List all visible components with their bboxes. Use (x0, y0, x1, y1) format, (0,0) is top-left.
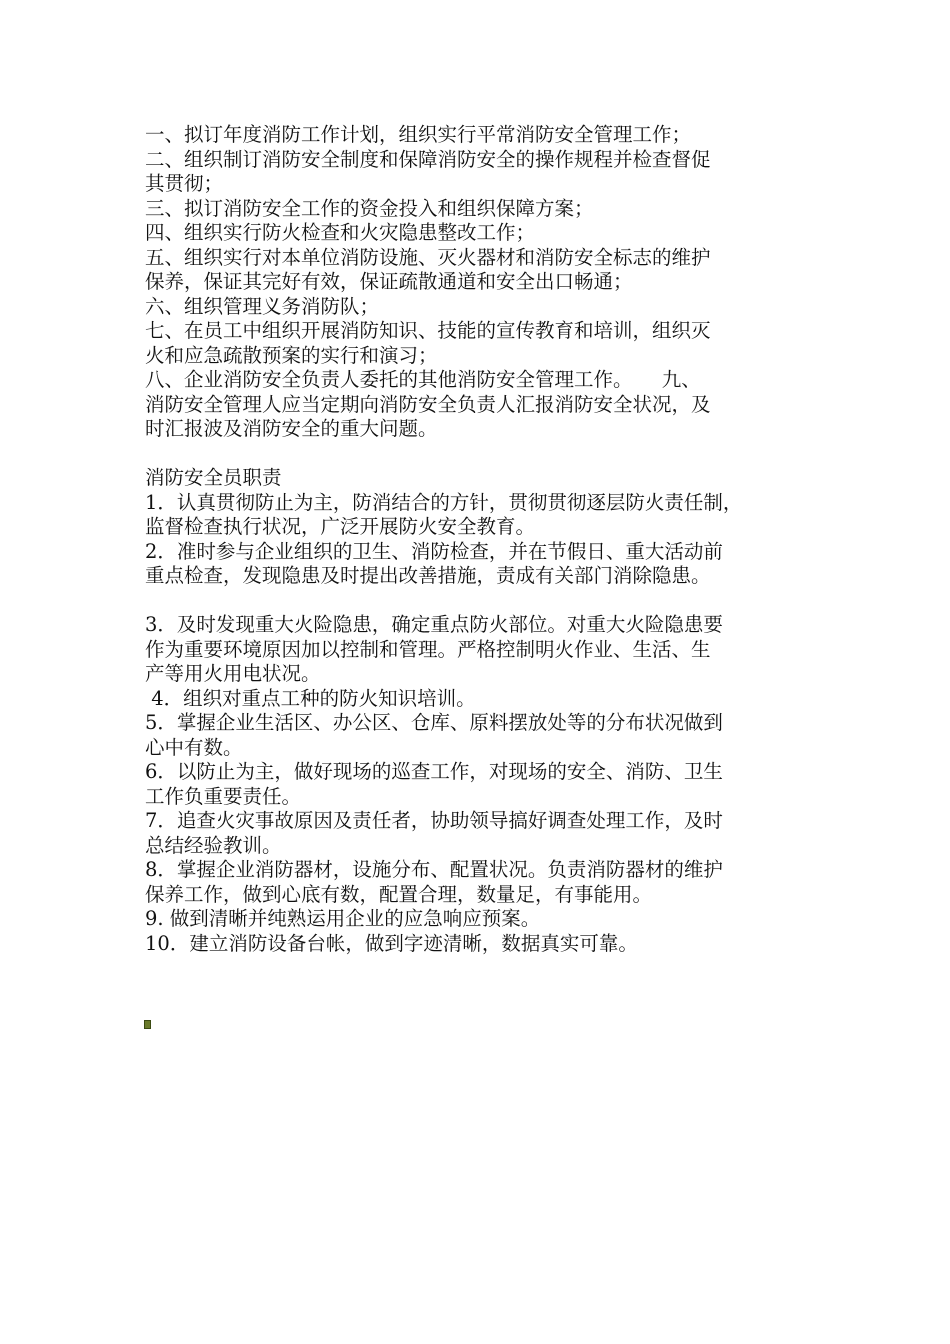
text-line: 产等用火用电状况。 (145, 662, 321, 685)
text-line: 监督检查执行状况，广泛开展防火安全教育。 (145, 515, 536, 538)
blank-line (145, 442, 835, 467)
text-line: 8．掌握企业消防器材，设施分布、配置状况。负责消防器材的维护 (145, 858, 723, 881)
text-line: 4．组织对重点工种的防火知识培训。 (145, 686, 476, 710)
text-line: 6．以防止为主，做好现场的巡查工作，对现场的安全、消防、卫生 (145, 760, 723, 783)
text-line: 三、拟订消防安全工作的资金投入和组织保障方案； (145, 196, 594, 220)
text-line: 1．认真贯彻防止为主，防消结合的方针，贯彻贯彻逐层防火责任制， (145, 490, 743, 514)
text-line: 作为重要环境原因加以控制和管理。严格控制明火作业、生活、生 (145, 637, 711, 661)
text-line: 保养工作，做到心底有数，配置合理，数量足，有事能用。 (145, 882, 653, 906)
text-line: 二、组织制订消防安全制度和保障消防安全的操作规程并检查督促 (145, 147, 711, 171)
text-line: 5．掌握企业生活区、办公区、仓库、原料摆放处等的分布状况做到 (145, 711, 723, 734)
text-line: 工作负重要责任。 (145, 784, 302, 808)
text-line: 时汇报波及消防安全的重大问题。 (145, 417, 438, 440)
text-line: 10．建立消防设备台帐，做到字迹清晰，数据真实可靠。 (145, 931, 638, 955)
text-line: 总结经验教训。 (145, 833, 282, 857)
blank-line (145, 589, 835, 614)
text-line: 火和应急疏散预案的实行和演习； (145, 343, 438, 367)
text-line: 7．追查火灾事故原因及责任者，协助领导搞好调查处理工作，及时 (145, 809, 723, 832)
document-body (145, 123, 835, 956)
text-line: 四、组织实行防火检查和火灾隐患整改工作； (145, 221, 536, 244)
text-line: 2．准时参与企业组织的卫生、消防检查，并在节假日、重大活动前 (145, 539, 723, 563)
text-line: 心中有数。 (145, 735, 243, 759)
embedded-image-icon (144, 1020, 151, 1029)
manager-duties-section (145, 123, 835, 442)
text-line: 一、拟订年度消防工作计划，组织实行平常消防安全管理工作； (145, 123, 692, 146)
text-line: 消防安全管理人应当定期向消防安全负责人汇报消防安全状况，及 (145, 392, 711, 416)
text-line: 六、组织管理义务消防队； (145, 294, 380, 318)
text-line: 保养，保证其完好有效，保证疏散通道和安全出口畅通； (145, 270, 633, 293)
text-line: 其贯彻； (145, 172, 224, 195)
text-line: 五、组织实行对本单位消防设施、灭火器材和消防安全标志的维护 (145, 245, 711, 269)
text-line: 3．及时发现重大火险隐患，确定重点防火部位。对重大火险隐患要 (145, 613, 723, 636)
text-line: 七、在员工中组织开展消防知识、技能的宣传教育和培训，组织灭 (145, 319, 711, 342)
section-title: 消防安全员职责 (145, 466, 282, 489)
text-line: 重点检查，发现隐患及时提出改善措施，责成有关部门消除隐患。 (145, 564, 711, 587)
officer-duties-section (145, 491, 835, 957)
text-line: 八、企业消防安全负责人委托的其他消防安全管理工作。 九、 (145, 368, 701, 391)
text-line: 9. 做到清晰并纯熟运用企业的应急响应预案。 (145, 907, 541, 930)
